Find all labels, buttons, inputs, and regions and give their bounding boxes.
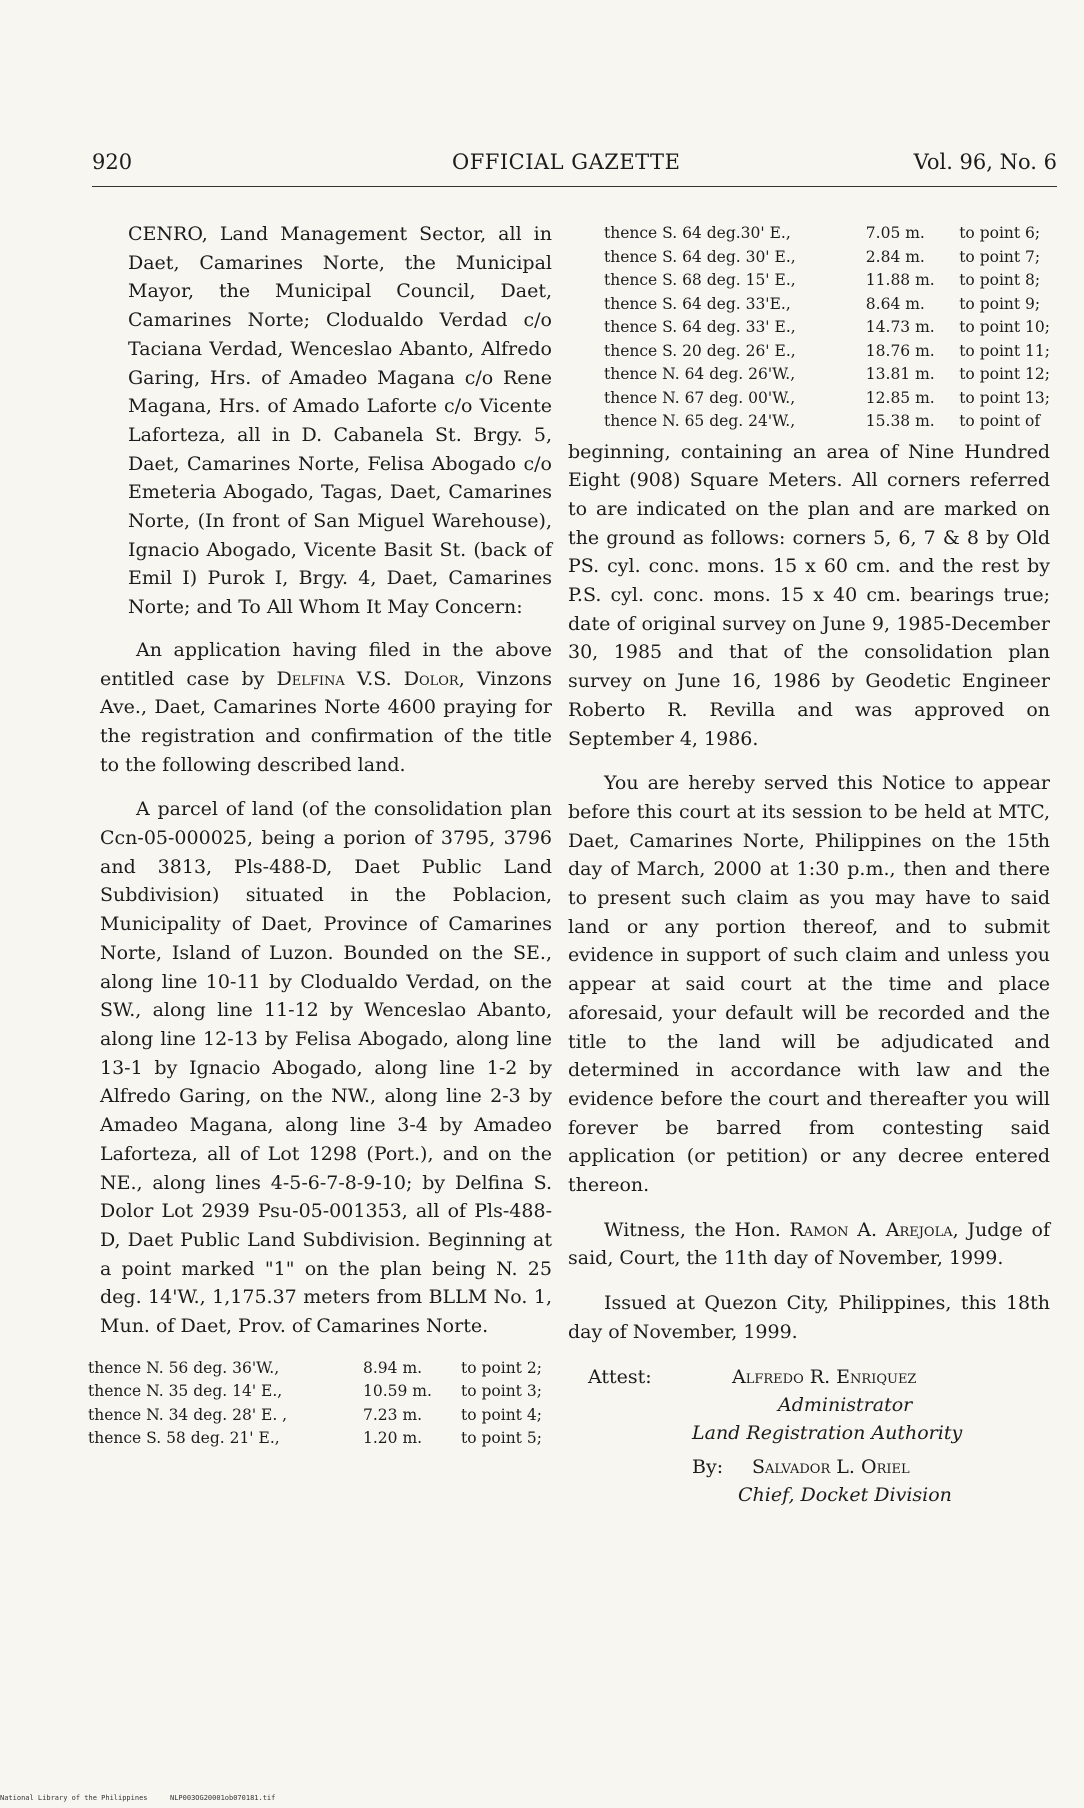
bearing-bearing: thence S. 20 deg. 26' E., (604, 341, 796, 360)
bearing-bearing: thence S. 64 deg.30' E., (604, 224, 791, 242)
bearing-distance: 14.73 m. (865, 318, 935, 336)
bearing-row (604, 363, 1050, 387)
bearing-distance: 7.23 m. (363, 1405, 423, 1424)
bearing-row (88, 1404, 542, 1428)
bearing-bearing: thence S. 68 deg. 15' E., (604, 271, 796, 289)
bearing-bearing: thence N. 34 deg. 28' E. , (88, 1405, 288, 1424)
volume-number: Vol. 96, No. 6 (913, 150, 1057, 174)
bearing-bearing: thence N. 64 deg. 26'W., (604, 365, 796, 383)
addressee-list: CENRO, Land Management Sector, all in Daet, Camarines Norte, the Municipal Mayor, the Municipal Council, Daet, Camarines Norte; Clodualdo Verdad c/o Taciana Verdad, Wenceslao Abanto, Alfredo Garing, Hrs. of Amadeo Magana c/o Rene Magana, Hrs. of Amado Laforte c/o Vicente Laforteza, all in D. Cabanela St. Brgy. 5, Daet, Camarines Norte, Felisa Abogado c/o Emeteria Abogado, Tagas, Daet, Camarines Norte, (In front of San Miguel Warehouse), Ignacio Abogado, Vicente Basit St. (back of Emil I) Purok I, Brgy. 4, Daet, Camarines Norte; and To All Whom It May Concern: (128, 223, 552, 619)
deputy-signer-name: Salvador L. Oriel (752, 1455, 910, 1478)
bearing-to: to point of (959, 412, 1041, 430)
archive-footer (0, 1794, 148, 1802)
library-credit: National Library of the Philippines (0, 1794, 148, 1802)
bearing-to: to point 12; (959, 365, 1050, 383)
bearing-distance: 2.84 m. (865, 247, 925, 266)
bearing-to: to point 3; (461, 1382, 542, 1401)
bearing-to: to point 2; (461, 1358, 542, 1377)
bearing-bearing: thence S. 64 deg. 30' E., (604, 247, 796, 266)
bearing-distance: 18.76 m. (865, 341, 935, 360)
bearing-row (604, 387, 1050, 411)
bearing-row (604, 222, 1050, 246)
right-column (568, 222, 1050, 1523)
bearing-distance: 12.85 m. (865, 388, 935, 407)
bearing-distance: 13.81 m. (865, 365, 935, 383)
bearing-row (604, 316, 1050, 340)
notice-paragraph: You are hereby served this Notice to appear before this court at its session to be held at MTC, Daet, Camarines Norte, Philippines on the 15th day of March, 2000 at 1:30 p.m., then and there to present such claim as you may have to said land or any portion thereof, and to submit evidence in support of such claim and unless you appear at said court at the time and place aforesaid, your default will be recorded and the title to the land will be adjudicated and determined in accordance with law and the evidence before the court and thereafter you will forever be barred from contesting said application (or petition) or any decree entered thereon. (568, 772, 1050, 1197)
bearing-row (604, 293, 1050, 317)
signer-title: Administrator (778, 1393, 913, 1416)
bearing-to: to point 7; (959, 247, 1041, 266)
bearing-table-right (604, 222, 1050, 434)
deputy-signer-title: Chief, Docket Division (738, 1483, 952, 1506)
bearing-table-left (88, 1357, 542, 1451)
attestation-block (568, 1363, 1050, 1523)
page-number: 920 (92, 150, 133, 174)
bearing-row (604, 246, 1050, 270)
bearing-bearing: thence S. 64 deg. 33' E., (604, 318, 796, 336)
bearing-bearing: thence N. 67 deg. 00'W., (604, 388, 796, 407)
bearing-to: to point 4; (461, 1405, 542, 1424)
signer-organization: Land Registration Authority (692, 1421, 963, 1444)
issued-paragraph: Issued at Quezon City, Philippines, this 18th day of November, 1999. (568, 1292, 1050, 1343)
bearing-row (88, 1427, 542, 1451)
bearing-bearing: thence N. 65 deg. 24'W., (604, 412, 796, 430)
bearing-distance: 8.94 m. (363, 1358, 423, 1377)
bearing-distance: 7.05 m. (865, 224, 925, 242)
bearing-to: to point 10; (959, 318, 1050, 336)
page-header (92, 150, 1057, 187)
bearing-row (604, 269, 1050, 293)
applicant-name: Delfina V.S. Dolor (276, 667, 459, 690)
witness-paragraph: Witness, the Hon. Ramon A. Arejola, Judge of said, Court, the 11th day of November, 1999. (568, 1218, 1050, 1270)
bearing-to: to point 9; (959, 294, 1041, 313)
file-name-footer (170, 1794, 275, 1802)
attest-label: Attest: (588, 1365, 652, 1388)
bearing-distance: 8.64 m. (865, 294, 925, 313)
by-label: By: (692, 1455, 724, 1478)
bearing-distance: 11.88 m. (865, 271, 935, 289)
area-description: beginning, containing an area of Nine Hundred Eight (908) Square Meters. All corners referred to are indicated on the plan and are marked on the ground as follows: corners 5, 6, 7 & 8 by Old PS. cyl. conc. mons. 15 x 60 cm. and the rest by P.S. cyl. conc. mons. 15 x 40 cm. bearings true; date of original survey on June 9, 1985-December 30, 1985 and that of the consolidation plan survey on June 16, 1986 by Geodetic Engineer Roberto R. Revilla and was approved on September 4, 1986. (568, 440, 1050, 750)
left-column (88, 220, 553, 1451)
bearing-bearing: thence S. 58 deg. 21' E., (88, 1429, 280, 1448)
bearing-distance: 10.59 m. (363, 1382, 432, 1401)
bearing-to: to point 6; (959, 224, 1041, 242)
judge-name: Ramon A. Arejola (789, 1218, 953, 1241)
bearing-row (88, 1380, 542, 1404)
bearing-distance: 15.38 m. (865, 412, 935, 430)
bearing-to: to point 5; (461, 1429, 542, 1448)
signer-name: Alfredo R. Enriquez (732, 1365, 917, 1388)
bearing-bearing: thence N. 35 deg. 14' E., (88, 1382, 283, 1401)
land-description: A parcel of land (of the consolidation plan Ccn-05-000025, being a porion of 3795, 3796 and 3813, Pls-488-D, Daet Public Land Subdivision) situated in the Poblacion, Municipality of Daet, Province of Camarines Norte, Island of Luzon. Bounded on the SE., along line 10-11 by Clodualdo Verdad, on the SW., along line 11-12 by Wenceslao Abanto, along line 12-13 by Felisa Abogado, along line 13-1 by Ignacio Abogado, along line 1-2 by Alfredo Garing, on the NW., along line 2-3 by Amadeo Magana, along line 3-4 by Amadeo Laforteza, all of Lot 1298 (Port.), and on the NE., along lines 4-5-6-7-8-9-10; by Delfina S. Dolor Lot 2939 Psu-05-001353, all of Pls-488-D, Daet Public Land Subdivision. Beginning at a point marked "1" on the plan being N. 25 deg. 14'W., 1,175.37 meters from BLLM No. 1, Mun. of Daet, Prov. of Camarines Norte. (100, 798, 552, 1338)
bearing-to: to point 11; (959, 341, 1050, 360)
bearing-to: to point 13; (959, 388, 1050, 407)
application-paragraph: An application having filed in the above entitled case by Delfina V.S. Dolor, Vinzons Ave., Daet, Camarines Norte 4600 praying for the registration and confirmation of the title to the following described land. (100, 638, 553, 776)
bearing-row (604, 410, 1050, 434)
bearing-bearing: thence N. 56 deg. 36'W., (88, 1358, 280, 1377)
bearing-row (604, 340, 1050, 364)
bearing-row (88, 1357, 542, 1381)
bearing-bearing: thence S. 64 deg. 33'E., (604, 294, 791, 313)
bearing-to: to point 8; (959, 271, 1041, 289)
bearing-distance: 1.20 m. (363, 1429, 423, 1448)
file-name: NLP003OG20001ob070181.tif (170, 1794, 276, 1802)
publication-title: OFFICIAL GAZETTE (452, 150, 681, 174)
